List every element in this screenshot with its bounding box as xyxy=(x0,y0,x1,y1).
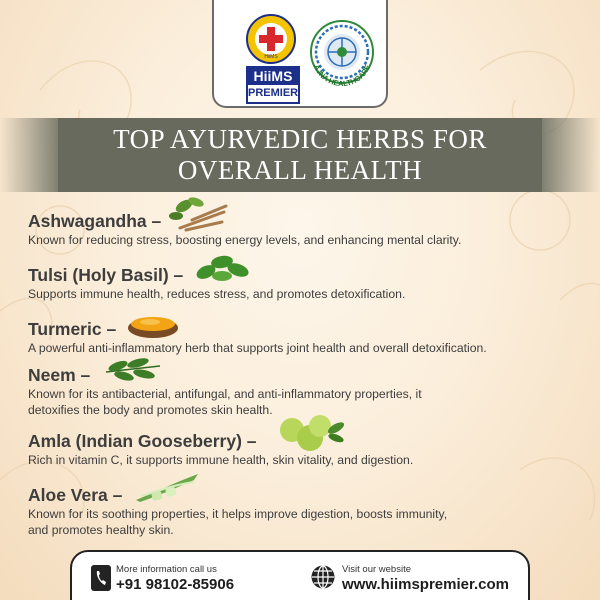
herb-item-amla xyxy=(28,430,578,468)
globe-icon xyxy=(310,564,336,590)
phone-number[interactable]: +91 98102-85906 xyxy=(116,576,235,593)
herb-description xyxy=(28,232,578,248)
herb-item-turmeric xyxy=(28,318,578,356)
amla-fruit-icon xyxy=(276,414,346,454)
contact-footer xyxy=(70,550,530,600)
logo-box xyxy=(212,0,388,108)
turmeric-bowl-icon xyxy=(126,310,180,340)
herb-desc-line: detoxifies the body and promotes skin health. xyxy=(28,403,273,417)
website-link[interactable]: www.hiimspremier.com xyxy=(342,576,509,593)
page-title xyxy=(0,124,600,186)
herb-item-neem xyxy=(28,364,578,418)
hiims-premier-tag xyxy=(246,66,300,104)
phone-icon xyxy=(90,564,112,592)
herb-desc-line: Known for its soothing properties, it helps improve digestion, boosts immunity, xyxy=(28,507,448,521)
herb-name: Neem – xyxy=(28,365,91,385)
herb-name: Tulsi (Holy Basil) – xyxy=(28,265,184,285)
herb-desc-line: Supports immune health, reduces stress, and promotes detoxification. xyxy=(28,287,406,301)
herb-description xyxy=(28,286,578,302)
herb-item-aloe-vera xyxy=(28,484,578,538)
title-band xyxy=(0,118,600,192)
herb-description xyxy=(28,506,578,538)
hiims-brand-text: HiiMS xyxy=(248,68,298,85)
herb-desc-line: A powerful anti-inflammatory herb that supports joint health and overall detoxification. xyxy=(28,341,487,355)
hiims-premier-logo xyxy=(228,8,299,100)
neem-leaves-icon xyxy=(104,356,162,384)
herb-desc-line: and promotes healthy skin. xyxy=(28,523,174,537)
herb-item-tulsi xyxy=(28,264,578,302)
ajna-emblem-icon xyxy=(302,12,382,104)
website-label: Visit our website xyxy=(342,564,411,575)
ajna-healthcare-logo xyxy=(302,12,382,104)
herb-desc-line: Known for its antibacterial, antifungal, and anti-inflammatory properties, it xyxy=(28,387,422,401)
herb-name: Ashwagandha – xyxy=(28,211,162,231)
phone-label: More information call us xyxy=(116,564,217,575)
herb-name: Turmeric – xyxy=(28,319,117,339)
herb-description xyxy=(28,452,578,468)
hiims-sub-text: PREMIER xyxy=(248,87,299,99)
ajna-text: AJNA HEALTHCARE xyxy=(311,63,373,89)
herb-desc-line: Known for reducing stress, boosting energy levels, and enhancing mental clarity. xyxy=(28,233,462,247)
hiims-seal-text: HiiMS xyxy=(264,54,278,60)
title-line-2: OVERALL HEALTH xyxy=(177,155,423,185)
tulsi-leaves-icon xyxy=(192,250,254,286)
herb-name: Aloe Vera – xyxy=(28,485,123,505)
aloe-vera-icon xyxy=(132,470,202,504)
title-line-1: TOP AYURVEDIC HERBS FOR xyxy=(113,124,487,154)
herb-name: Amla (Indian Gooseberry) – xyxy=(28,431,257,451)
ashwagandha-root-icon xyxy=(166,194,232,234)
herb-desc-line: Rich in vitamin C, it supports immune health, skin vitality, and digestion. xyxy=(28,453,414,467)
herb-description xyxy=(28,340,578,356)
herb-item-ashwagandha xyxy=(28,210,578,248)
hiims-seal-icon xyxy=(246,14,296,64)
